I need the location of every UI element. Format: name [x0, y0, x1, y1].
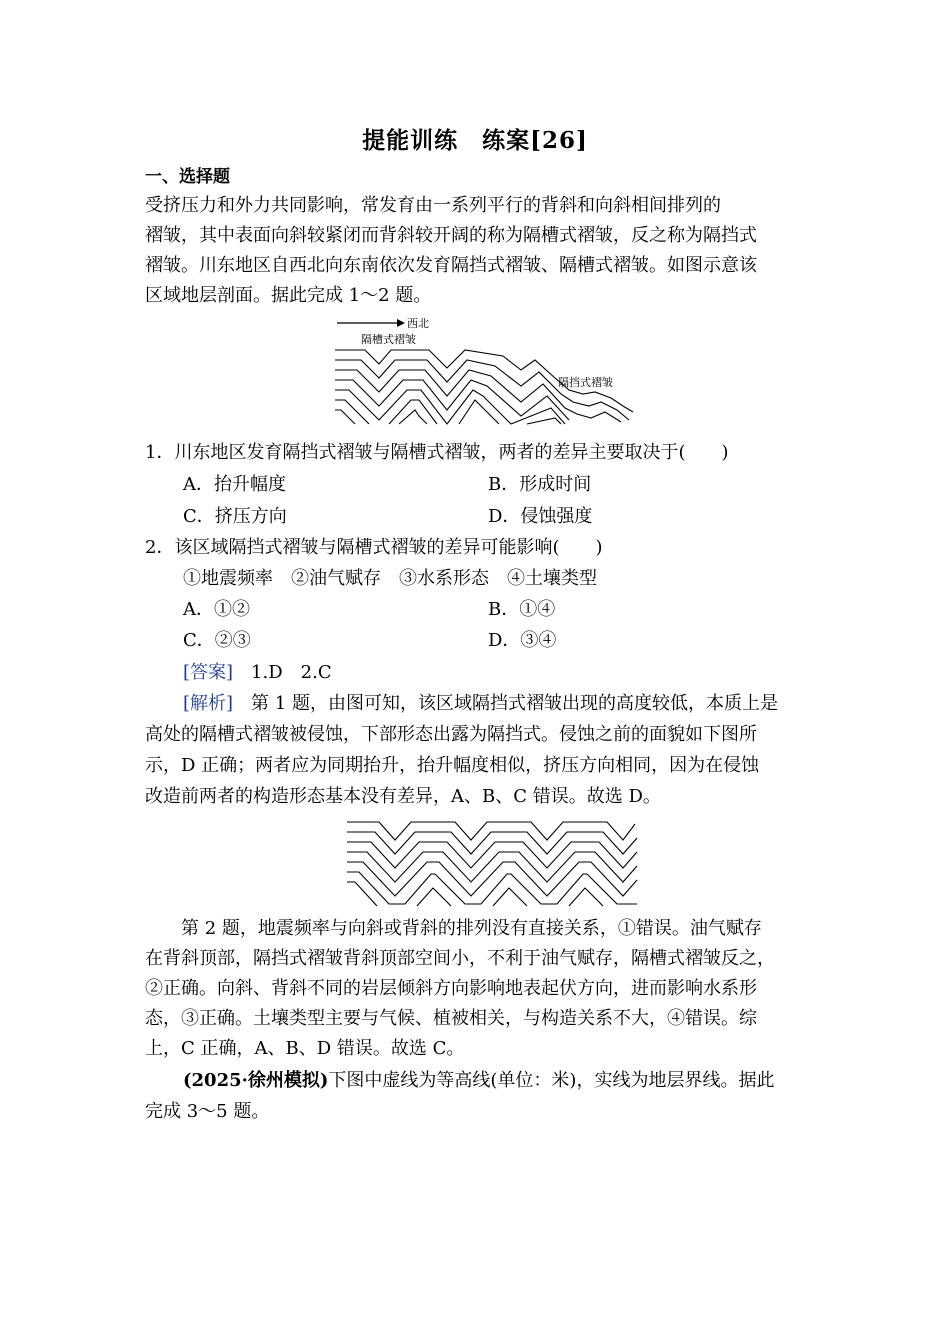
- intro-line-4: 区域地层剖面。据此完成 1～2 题。: [145, 285, 432, 306]
- q2-option-b: B．①④: [488, 599, 556, 620]
- label-ridge-fold: 隔挡式褶皱: [558, 376, 613, 389]
- analysis-first-text: 第 1 题，由图可知，该区域隔挡式褶皱出现的高度较低，本质上是: [233, 693, 778, 714]
- q1-option-b: B．形成时间: [488, 474, 592, 495]
- answer-line: [183, 660, 332, 686]
- pre-erosion-fold-figure: [343, 818, 643, 910]
- pre-erosion-layers: [347, 822, 637, 906]
- next-intro-text: 下图中虚线为等高线(单位：米)，实线为地层界线。据此: [328, 1070, 775, 1091]
- q1-option-a: A．抬升幅度: [183, 474, 286, 495]
- q2-option-c: C．②③: [183, 630, 251, 651]
- question-2-stem: 2．该区域隔挡式褶皱与隔槽式褶皱的差异可能影响( ): [145, 537, 603, 558]
- answer-tag: [答案]: [183, 662, 234, 683]
- northwest-label: 西北: [407, 317, 429, 330]
- q2-option-d: D．③④: [488, 630, 557, 651]
- intro-line-2: 褶皱，其中表面向斜较紧闭而背斜较开阔的称为隔槽式褶皱，反之称为隔挡式: [145, 225, 757, 246]
- page-title: 提能训练 练案[26]: [362, 127, 588, 154]
- analysis-line-2: 高处的隔槽式褶皱被侵蚀，下部形态出露为隔挡式。侵蚀之前的面貌如下图所: [145, 724, 757, 745]
- q2-analysis-line-4: 态，③正确。土壤类型主要与气候、植被相关，与构造关系不大，④错误。综: [145, 1008, 757, 1029]
- fold-profile-figure: [333, 316, 663, 428]
- answer-text: 1.D 2.C: [233, 662, 332, 683]
- intro-line-3: 褶皱。川东地区自西北向东南依次发育隔挡式褶皱、隔槽式褶皱。如图示意该: [145, 255, 757, 276]
- source-tag: (2025·徐州模拟): [183, 1070, 329, 1091]
- section-heading: 一、选择题: [145, 167, 230, 187]
- q1-option-c: C．挤压方向: [183, 506, 287, 527]
- next-question-intro-2: 完成 3～5 题。: [145, 1101, 270, 1122]
- q2-analysis-line-2: 在背斜顶部，隔挡式褶皱背斜顶部空间小，不利于油气赋存，隔槽式褶皱反之，: [145, 948, 775, 969]
- analysis-line-4: 改造前两者的构造形态基本没有差异，A、B、C 错误。故选 D。: [145, 786, 661, 807]
- q2-analysis-line-1: 第 2 题，地震频率与向斜或背斜的排列没有直接关系，①错误。油气赋存: [145, 918, 762, 939]
- northwest-arrow-head: [397, 319, 405, 327]
- q2-analysis-line-3: ②正确。向斜、背斜不同的岩层倾斜方向影响地表起伏方向，进而影响水系形: [145, 978, 757, 999]
- intro-line-1: 受挤压力和外力共同影响，常发育由一系列平行的背斜和向斜相间排列的: [145, 195, 721, 216]
- q2-items: ①地震频率 ②油气赋存 ③水系形态 ④土壤类型: [183, 568, 597, 589]
- analysis-tag: [解析]: [183, 693, 234, 714]
- next-question-intro: [183, 1068, 774, 1094]
- label-trough-fold: 隔槽式褶皱: [361, 333, 416, 346]
- q2-analysis-line-5: 上，C 正确，A、B、D 错误。故选 C。: [145, 1038, 465, 1059]
- question-1-stem: 1．川东地区发育隔挡式褶皱与隔槽式褶皱，两者的差异主要取决于( ): [145, 442, 729, 463]
- analysis-line-1: [183, 691, 778, 717]
- q2-option-a: A．①②: [183, 599, 250, 620]
- analysis-line-3: 示，D 正确；两者应为同期抬升，抬升幅度相似，挤压方向相同，因为在侵蚀: [145, 755, 760, 776]
- q1-option-d: D．侵蚀强度: [488, 506, 593, 527]
